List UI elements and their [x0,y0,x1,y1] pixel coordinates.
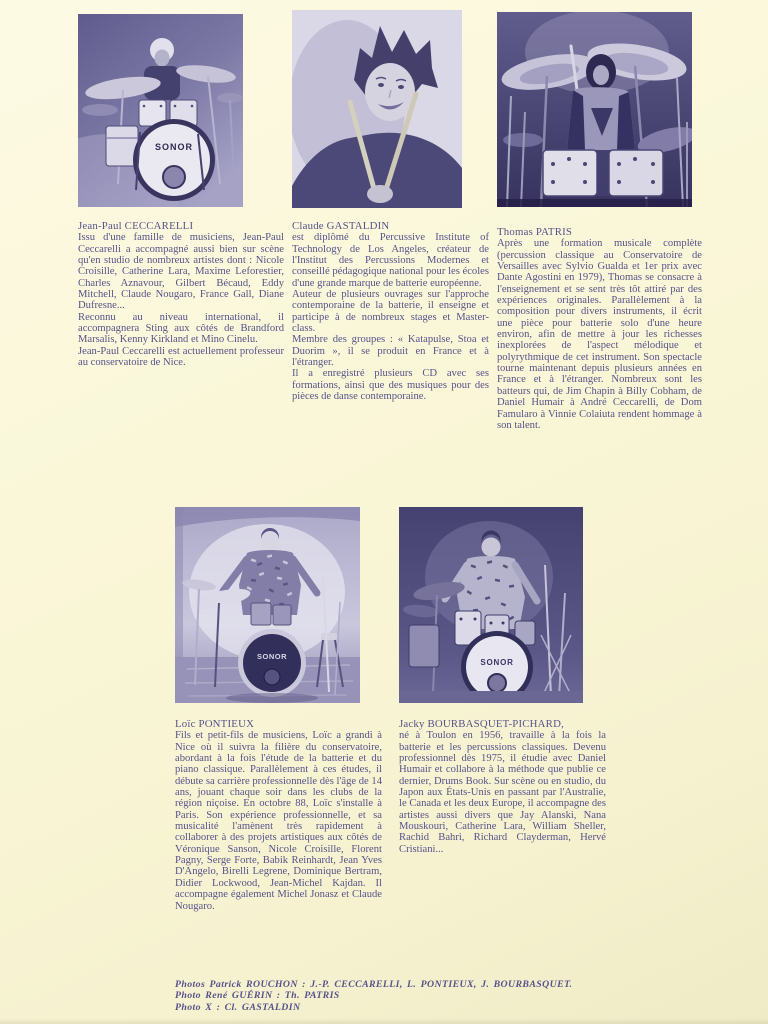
sonor-logo-text: SONOR [480,658,514,667]
drummer-name: Jacky BOURBASQUET-PICHARD, [399,718,564,730]
drummer-name: Thomas PATRIS [497,226,573,238]
credit-line: Photos Patrick ROUCHON : J.-P. CECCARELLI, L. PONTIEUX, J. BOURBASQUET. [175,979,573,990]
gastaldin-portrait-illustration [292,10,462,208]
hand [367,185,393,203]
bio-paragraph: est diplômé du Percussive Institute of Technology de Los Angeles, créateur de l'Institut des Percussions Modernes et conseillé pédagogique national pour les écoles d'une grande marque de batterie européenne. [292,232,489,289]
credit-line: Photo René GUÉRIN : Th. PATRIS [175,990,340,1002]
bio-paragraph: Reconnu au niveau international, il accompagnera Sting aux côtés de Brandford Marsalis, Kenny Kirkland et Mino Cinelu. [78,311,284,346]
photo-pontieux [175,507,360,703]
bass-drum-port [488,674,506,692]
patris-drumming-illustration [497,12,692,207]
face [593,65,609,85]
bio-paragraph: Jean-Paul Ceccarelli est actuellement professeur au conservatoire de Nice. [78,345,284,369]
drummer-name: Claude GASTALDIN [292,220,390,232]
floor-tom [409,625,439,667]
stool [321,633,337,640]
bio-paragraph: né à Toulon en 1956, travaille à la fois la batterie et les percussions classiques. Devenu professionnel dès 1975, il étudie avec Daniel Humair et collabore à la méthode que publie ce dernier, Drums Book. Sur scène ou en studio, du Japon aux États-Unis en passant par l'Australie, le Canada et les deux Europe, il accompagne des artistes aussi divers que Jay Alanski, Nana Mouskouri, Catherine Lara, William Sheller, Rachid Bahri, Richard Clayderman, Hervé Cristiani... [399,730,606,855]
bio-paragraph: Auteur de plusieurs ouvrages sur l'approche contemporaine de la batterie, il enseigne et participe à de nombreux stages et Master-class. [292,289,489,335]
bio-gastaldin [292,221,489,403]
drummer-name: Loïc PONTIEUX [175,718,255,730]
rack-tom [251,603,271,625]
bio-bourbasquet [399,719,606,855]
ceccarelli-drumkit-illustration [78,14,243,207]
face [482,538,501,557]
bass-drum-port [163,166,185,188]
photo-credits [175,979,645,1013]
drummer-name: Jean-Paul CECCARELLI [78,220,194,232]
bio-paragraph: Fils et petit-fils de musiciens, Loïc a grandi à Nice où il suivra la filière du conservatoire, abordant à la fois l'étude de la batterie et du piano classique. Parallèlement à ces études, il débute sa carrière professionnelle dès l'âge de 14 ans, jouant chaque soir dans les clubs de la région niçoise. En octobre 88, Loïc s'installe à Paris. Son expérience professionnelle, et sa musicalité l'amènent très rapidement à collaborer à des projets artistiques aux côtés de Véronique Sanson, Nicole Croisille, Florent Pagny, Serge Forte, Babik Reinhardt, Jean Yves D'Angelo, Birelli Legrene, Dominique Bertram, Didier Lockwood, Jean-Michel Kajdan. Il accompagne également Michel Jonasz et Claude Nougaro. [175,730,382,912]
photo-patris [497,12,692,207]
rack-tom [273,605,291,625]
bio-patris [497,227,702,431]
face [261,534,279,552]
sonor-logo-text: SONOR [256,652,288,661]
photo-gastaldin [292,10,462,208]
bio-paragraph: Il a enregistré plusieurs CD avec ses formations, ainsi que des musiques pour des pièces de danse contemporaine. [292,368,489,403]
bio-ceccarelli [78,221,284,368]
bass-drum-port [264,669,280,685]
sonor-logo-text: SONOR [154,142,194,152]
bio-paragraph: Membre des groupes : « Katapulse, Stoa et Duorim », il se produit en France et à l'étranger. [292,334,489,369]
bourbasquet-drumkit-illustration [399,507,583,703]
pontieux-drumkit-illustration [175,507,360,703]
credit-line: Photo X : Cl. GASTALDIN [175,1001,301,1013]
rack-tom [543,150,597,196]
bio-paragraph: Issu d'une famille de musiciens, Jean-Paul Ceccarelli a accompagné aussi bien sur scène qu'en studio de nombreux artistes dont : Nicole Croisille, Catherine Lara, Maxime Leforestier, Charles Aznavour, Gilbert Bécaud, Eddy Mitchell, Claude Nougaro, France Gall, Diane Dufresne... [78,232,284,312]
photo-ceccarelli [78,14,243,207]
photo-bourbasquet [399,507,583,703]
rack-tom [609,150,663,196]
bio-pontieux [175,719,382,912]
bio-paragraph: Après une formation musicale complète (percussion classique au Conservatoire de Versailles avec Sylvio Gualda et 1er prix avec Dante Agostini en 1979), Thomas se consacre à l'enseignement et se sent très tôt attiré par des expériences originales. Parallèlement à la composition pour divers instruments, il écrit une pièce pour batterie solo d'une heure environ, afin de mettre à jour les richesses inexplorées de l'aspect mélodique et polyrythmique de cet instrument. Son spectacle tourne maintenant depuis plusieurs années en France et à l'étranger. Nombreux sont les batteurs qui, de Jim Chapin à Billy Cobham, de Daniel Humair à André Ceccarelli, de Dom Famularo à Vinnie Colaiuta rendent hommage à son talent. [497,238,702,431]
